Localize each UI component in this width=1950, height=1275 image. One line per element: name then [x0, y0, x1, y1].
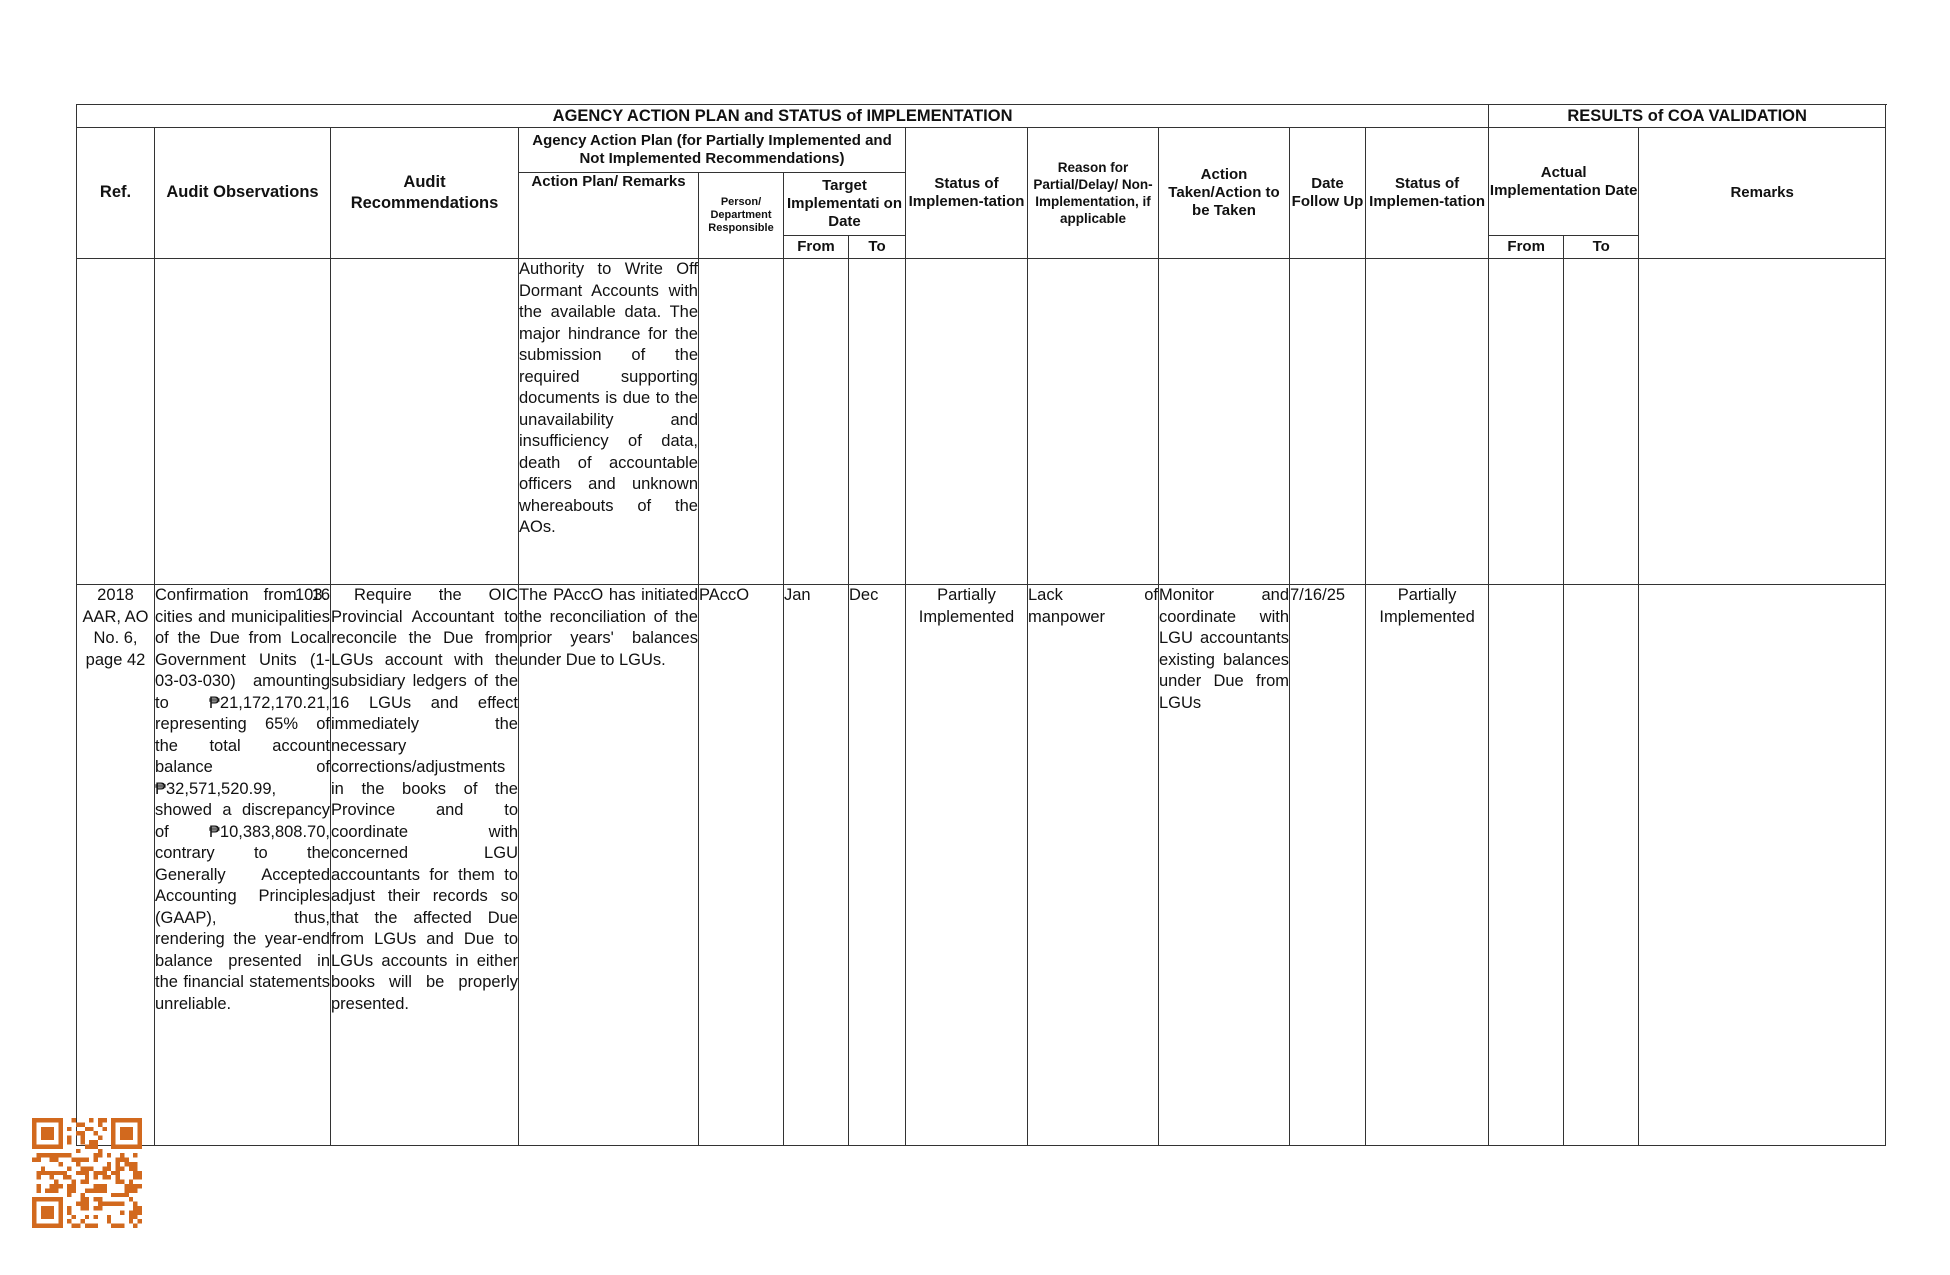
reason-cell: Lack of manpower	[1028, 585, 1159, 1146]
to-cell: Dec	[849, 585, 906, 1146]
person-cell	[699, 259, 784, 585]
agency-plan-group-header: Agency Action Plan (for Partially Implemented and Not Implemented Recommendations)	[519, 128, 906, 173]
table-row	[77, 585, 1886, 1146]
action-taken-header: Action Taken/Action to be Taken	[1159, 128, 1290, 259]
ref-cell	[77, 259, 155, 585]
actual-from-cell	[1489, 259, 1564, 585]
coa-status-header: Status of Implemen-tation	[1366, 128, 1489, 259]
remarks-cell	[1639, 585, 1886, 1146]
coa-status-cell	[1366, 259, 1489, 585]
coa-status-cell: Partially Implemented	[1366, 585, 1489, 1146]
follow-up-cell	[1290, 259, 1366, 585]
observations-header: Audit Observations	[155, 128, 331, 259]
status-cell: Partially Implemented	[906, 585, 1028, 1146]
actual-to-header: To	[1564, 236, 1639, 259]
agency-title: AGENCY ACTION PLAN and STATUS of IMPLEMENTATION	[77, 105, 1489, 128]
follow-up-cell: 7/16/25	[1290, 585, 1366, 1146]
action-plan-cell: Authority to Write Off Dormant Accounts with the available data. The major hindrance for the submission of the required supporting documents is due to the unavailability and insufficiency of data, death of accountable officers and unknown whereabouts of the AOs.	[519, 259, 699, 585]
actual-from-header: From	[1489, 236, 1564, 259]
action-taken-cell: Monitor and coordinate with LGU accountants existing balances under Due from LGUs	[1159, 585, 1290, 1146]
recommendations-header: Audit Recommendations	[331, 128, 519, 259]
action-taken-cell	[1159, 259, 1290, 585]
actual-to-cell	[1564, 259, 1639, 585]
action-plan-cell: The PAccO has initiated the reconciliation of the prior years' balances under Due to LGUs.	[519, 585, 699, 1146]
action-plan-table	[76, 104, 1886, 1146]
coa-title: RESULTS of COA VALIDATION	[1489, 105, 1886, 128]
status-cell	[906, 259, 1028, 585]
observation-cell: Confirmation from 16 cities and municipalities of the Due from Local Government Units (1-03-03-030) amounting to ₱21,172,170.21, representing 65% of the total account balance of ₱32,571,520.99, showed a discrepancy of ₱10,383,808.70, contrary to the Generally Accepted Accounting Principles (GAAP), thus, rendering the year-end balance presented in the financial statements unreliable.	[155, 585, 331, 1146]
target-to-header: To	[849, 236, 906, 259]
observation-cell	[155, 259, 331, 585]
from-cell: Jan	[784, 585, 849, 1146]
status-header: Status of Implemen-tation	[906, 128, 1028, 259]
remarks-cell	[1639, 259, 1886, 585]
actual-to-cell	[1564, 585, 1639, 1146]
target-date-header: Target Implementati on Date	[784, 173, 906, 236]
to-cell	[849, 259, 906, 585]
recommendation-cell: 103. Require the OIC Provincial Accountant to reconcile the Due from LGUs account with the subsidiary ledgers of the 16 LGUs and effect immediately the necessary corrections/adjustments in the books of the Province and to coordinate with concerned LGU accountants for them to adjust their records so that the affected Due from LGUs and Due to LGUs accounts in either books will be properly presented.	[331, 585, 519, 1146]
ref-header: Ref.	[77, 128, 155, 259]
actual-date-header: Actual Implementation Date	[1489, 128, 1639, 236]
person-header: Person/ Department Responsible	[699, 173, 784, 259]
recommendation-cell	[331, 259, 519, 585]
person-cell: PAccO	[699, 585, 784, 1146]
qr-code-pattern	[32, 1118, 142, 1228]
actual-from-cell	[1489, 585, 1564, 1146]
qr-code-icon	[32, 1118, 142, 1228]
reason-header: Reason for Partial/Delay/ Non-Implementation, if applicable	[1028, 128, 1159, 259]
action-plan-header: Action Plan/ Remarks	[519, 173, 699, 259]
table-row	[77, 259, 1886, 585]
ref-cell: 2018 AAR, AO No. 6, page 42	[77, 585, 155, 1146]
reason-cell	[1028, 259, 1159, 585]
target-from-header: From	[784, 236, 849, 259]
from-cell	[784, 259, 849, 585]
follow-up-header: Date Follow Up	[1290, 128, 1366, 259]
remarks-header: Remarks	[1639, 128, 1886, 259]
